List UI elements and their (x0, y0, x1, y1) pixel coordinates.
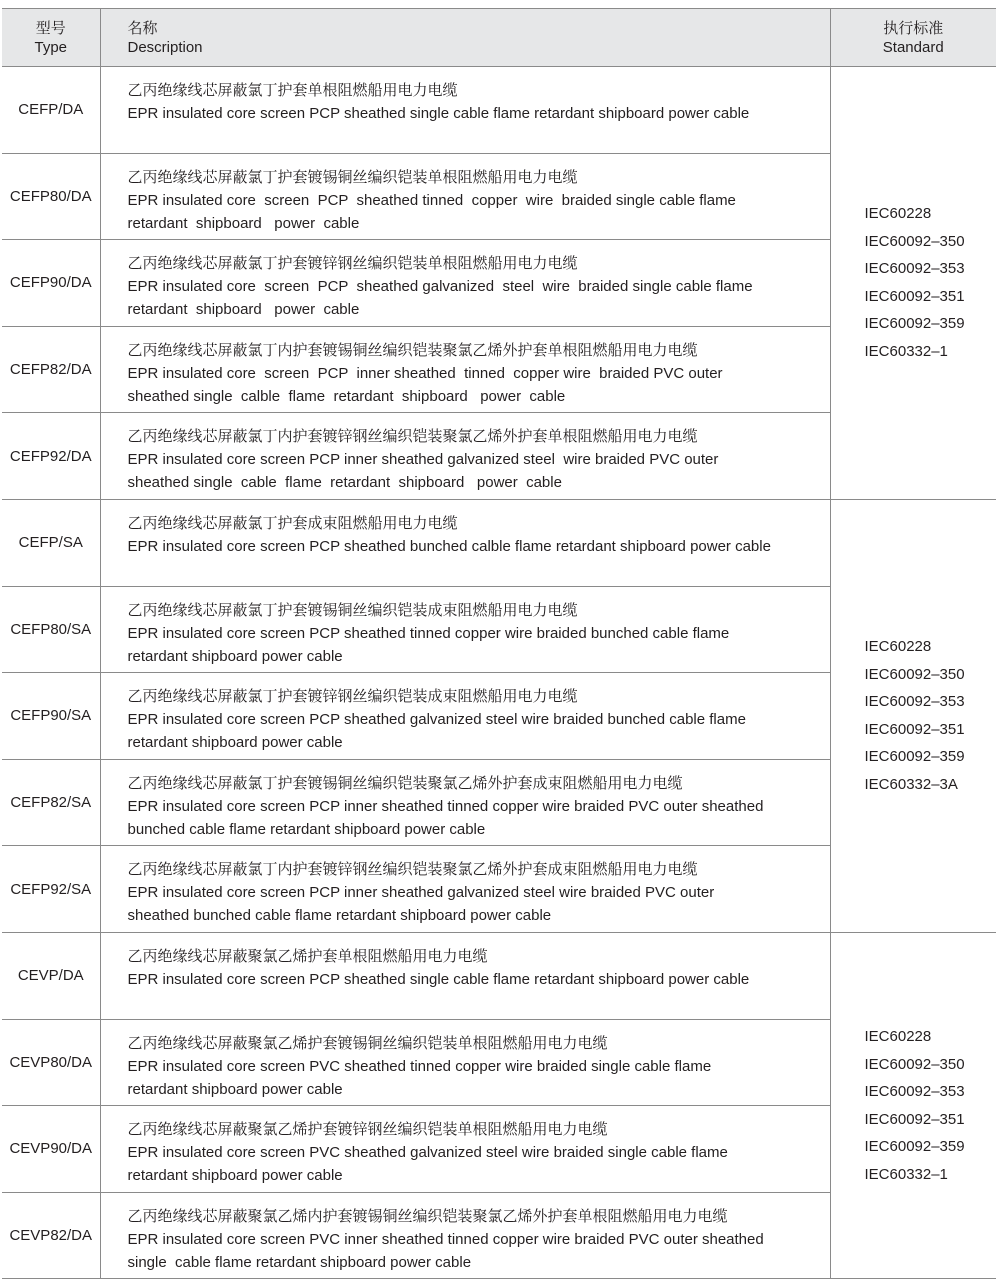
cable-description (100, 67, 830, 154)
description-header-en: Description (127, 38, 203, 56)
description-english-line: retardant shipboard power cable (127, 214, 360, 232)
standard-code: IEC60092–350 (864, 232, 965, 250)
cable-description (100, 413, 830, 500)
description-chinese: 乙丙绝缘线芯屏蔽聚氯乙烯内护套镀锡铜丝编织铠装聚氯乙烯外护套单根阻燃船用电力电缆 (127, 1207, 728, 1225)
description-chinese: 乙丙绝缘线芯屏蔽氯丁护套镀锌钢丝编织铠装成束阻燃船用电力电缆 (127, 688, 578, 706)
description-chinese: 乙丙绝缘线芯屏蔽聚氯乙烯护套镀锌钢丝编织铠装单根阻燃船用电力电缆 (127, 1121, 608, 1139)
description-english-line: retardant shipboard power cable (127, 1167, 343, 1185)
cable-type-code: CEVP/DA (2, 932, 100, 1019)
standard-column-header (830, 9, 996, 67)
cable-type-code: CEFP80/SA (2, 586, 100, 673)
standards-cell (830, 67, 996, 500)
description-english-line: EPR insulated core screen PVC sheathed galvanized steel wire braided single cable flame (127, 1144, 728, 1162)
standard-code: IEC60092–353 (864, 1083, 965, 1101)
cable-description (100, 932, 830, 1019)
cable-type-code: CEFP92/SA (2, 846, 100, 933)
description-english-line: EPR insulated core screen PCP inner sheathed tinned copper wire braided PVC outer sheathed (127, 797, 764, 815)
description-english-line: EPR insulated core screen PCP sheathed single cable flame retardant shipboard power cable (127, 970, 750, 988)
type-column-header (2, 9, 100, 67)
cable-type-code: CEVP90/DA (2, 1106, 100, 1193)
standard-code: IEC60332–3A (864, 775, 958, 793)
cable-type-code: CEFP/DA (2, 67, 100, 154)
description-chinese: 乙丙绝缘线芯屏蔽氯丁内护套镀锌钢丝编织铠装聚氯乙烯外护套单根阻燃船用电力电缆 (127, 428, 698, 446)
cable-description (100, 759, 830, 846)
cable-type-code: CEFP92/DA (2, 413, 100, 500)
standards-cell (830, 499, 996, 932)
description-english-line: EPR insulated core screen PCP inner sheathed galvanized steel wire braided PVC outer (127, 451, 719, 469)
standard-code: IEC60092–359 (864, 315, 965, 333)
description-english-line: EPR insulated core screen PCP sheathed galvanized steel wire braided single cable flame (127, 278, 753, 296)
standards-cell (830, 932, 996, 1278)
cable-type-code: CEFP82/SA (2, 759, 100, 846)
table-row (2, 67, 996, 154)
standard-code: IEC60092–350 (864, 665, 965, 683)
type-header-en: Type (34, 38, 68, 56)
description-header-cn: 名称 (127, 19, 158, 37)
cable-description (100, 1019, 830, 1106)
description-english-line: EPR insulated core screen PCP sheathed tinned copper wire braided single cable flame (127, 191, 736, 209)
cable-description (100, 153, 830, 240)
description-chinese: 乙丙绝缘线芯屏蔽氯丁护套镀锡铜丝编织铠装成束阻燃船用电力电缆 (127, 601, 578, 619)
cable-description (100, 326, 830, 413)
cable-type-code: CEVP80/DA (2, 1019, 100, 1106)
description-english-line: EPR insulated core screen PCP inner sheathed galvanized steel wire braided PVC outer (127, 884, 715, 902)
description-chinese: 乙丙绝缘线芯屏蔽聚氯乙烯护套镀锡铜丝编织铠装单根阻燃船用电力电缆 (127, 1034, 608, 1052)
standard-code: IEC60092–350 (864, 1055, 965, 1073)
standard-code: IEC60332–1 (864, 342, 948, 360)
description-english-line: retardant shipboard power cable (127, 647, 343, 665)
standard-code: IEC60092–351 (864, 720, 965, 738)
standard-header-en: Standard (882, 38, 944, 56)
description-chinese: 乙丙绝缘线芯屏蔽氯丁护套单根阻燃船用电力电缆 (127, 82, 458, 99)
standard-code: IEC60092–351 (864, 287, 965, 305)
description-english-line: retardant shipboard power cable (127, 301, 360, 319)
standard-code: IEC60092–353 (864, 693, 965, 711)
cable-description (100, 1192, 830, 1279)
description-english-line: EPR insulated core screen PCP sheathed galvanized steel wire braided bunched cable flame (127, 711, 746, 729)
cable-type-code: CEFP82/DA (2, 326, 100, 413)
description-chinese: 乙丙绝缘线芯屏蔽氯丁内护套镀锡铜丝编织铠装聚氯乙烯外护套单根阻燃船用电力电缆 (127, 341, 698, 359)
type-header-cn: 型号 (35, 19, 66, 37)
cable-type-code: CEFP90/DA (2, 240, 100, 327)
standard-code: IEC60092–353 (864, 260, 965, 278)
description-english-line: sheathed bunched cable flame retardant shipboard power cable (127, 907, 552, 925)
cable-description (100, 673, 830, 760)
description-english-line: bunched cable flame retardant shipboard power cable (127, 820, 486, 838)
standard-header-cn: 执行标准 (883, 19, 944, 37)
description-english-line: EPR insulated core screen PVC inner sheathed tinned copper wire braided PVC outer sheathed (127, 1230, 764, 1248)
table-row (2, 499, 996, 586)
description-english-line: EPR insulated core screen PCP inner sheathed tinned copper wire braided PVC outer (127, 364, 723, 382)
description-chinese: 乙丙绝缘线芯屏蔽氯丁内护套镀锌钢丝编织铠装聚氯乙烯外护套成束阻燃船用电力电缆 (127, 861, 698, 879)
description-english-line: single cable flame retardant shipboard power cable (127, 1253, 472, 1271)
standard-code: IEC60228 (864, 1028, 932, 1046)
table-header (2, 9, 996, 67)
standard-code: IEC60332–1 (864, 1165, 948, 1183)
standard-code: IEC60092–359 (864, 748, 965, 766)
description-english-line: sheathed single calble flame retardant shipboard power cable (127, 387, 566, 405)
description-column-header (100, 9, 830, 67)
description-english-line: retardant shipboard power cable (127, 1080, 343, 1098)
standard-code: IEC60092–359 (864, 1138, 965, 1156)
standard-code: IEC60092–351 (864, 1110, 965, 1128)
cable-type-code: CEFP90/SA (2, 673, 100, 760)
cable-description (100, 240, 830, 327)
description-english-line: retardant shipboard power cable (127, 734, 343, 752)
description-english-line: sheathed single cable flame retardant shipboard power cable (127, 474, 562, 492)
cable-description (100, 499, 830, 586)
cable-type-code: CEVP82/DA (2, 1192, 100, 1279)
description-chinese: 乙丙绝缘线芯屏蔽氯丁护套镀锌钢丝编织铠装单根阻燃船用电力电缆 (127, 255, 578, 273)
description-english-line: EPR insulated core screen PCP sheathed tinned copper wire braided bunched cable flame (127, 624, 730, 642)
description-chinese: 乙丙绝缘线芯屏蔽氯丁护套成束阻燃船用电力电缆 (127, 514, 458, 532)
description-chinese: 乙丙绝缘线芯屏蔽氯丁护套镀锡铜丝编织铠装单根阻燃船用电力电缆 (127, 168, 578, 186)
table-body (2, 67, 996, 1279)
cable-spec-table (2, 8, 996, 1279)
description-chinese: 乙丙绝缘线芯屏蔽聚氯乙烯护套单根阻燃船用电力电缆 (127, 947, 488, 965)
description-english-line: EPR insulated core screen PCP sheathed bunched calble flame retardant shipboard power cable (127, 537, 771, 555)
standard-code: IEC60228 (864, 205, 932, 223)
description-english-line: EPR insulated core screen PVC sheathed tinned copper wire braided single cable flame (127, 1057, 712, 1075)
description-english-line: EPR insulated core screen PCP sheathed single cable flame retardant shipboard power cable (127, 105, 750, 122)
cable-type-code: CEFP80/DA (2, 153, 100, 240)
cable-type-code: CEFP/SA (2, 499, 100, 586)
standard-code: IEC60228 (864, 638, 932, 656)
cable-description (100, 846, 830, 933)
cable-description (100, 1106, 830, 1193)
description-chinese: 乙丙绝缘线芯屏蔽氯丁护套镀锡铜丝编织铠装聚氯乙烯外护套成束阻燃船用电力电缆 (127, 774, 683, 792)
table-row (2, 932, 996, 1019)
cable-description (100, 586, 830, 673)
